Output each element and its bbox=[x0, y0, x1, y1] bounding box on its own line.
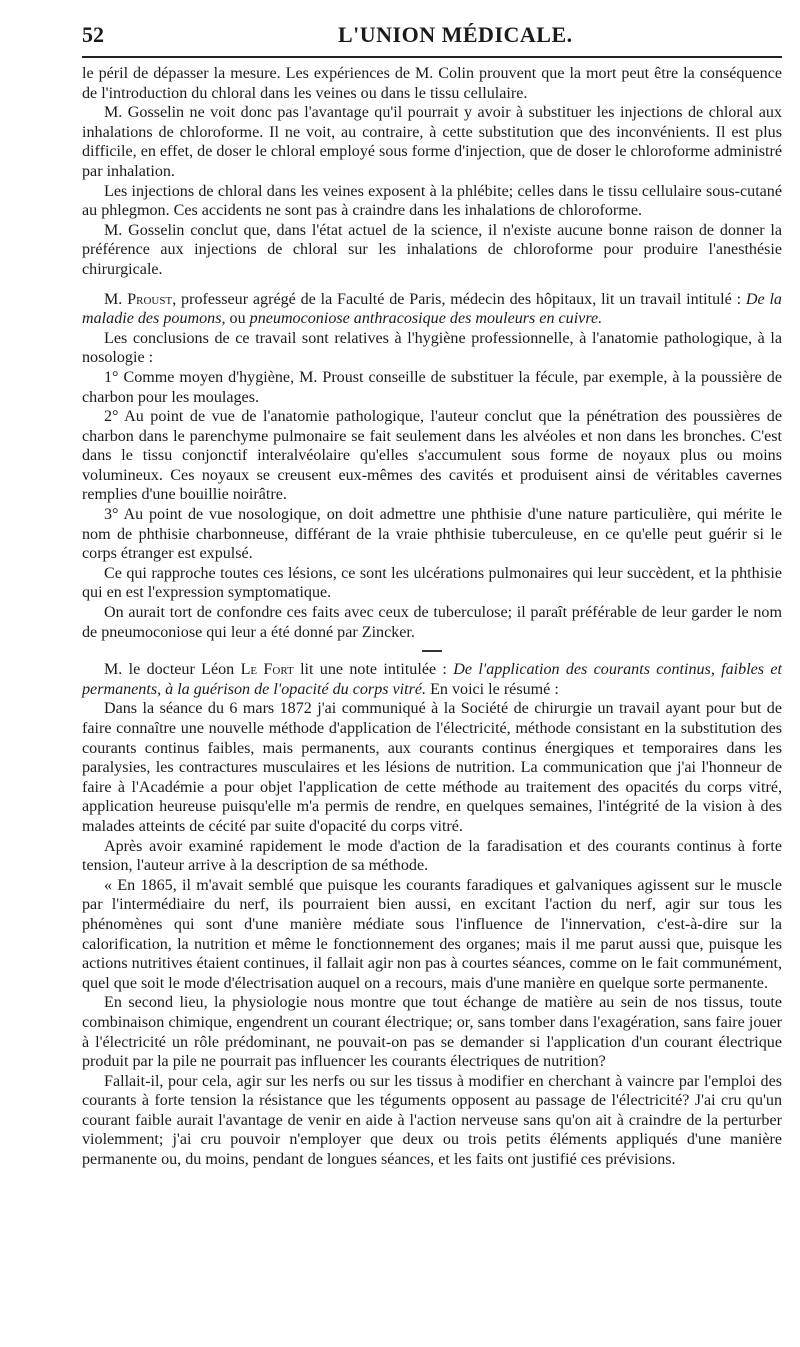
paragraph-lefort-intro bbox=[82, 660, 782, 699]
paragraph: « En 1865, il m'avait semblé que puisque les courants faradiques et galvaniques agissent sur le muscle par l'intermédiaire du nerf, ils pourraient bien aussi, en excitant l'action du nerf, agir sur tous les phénomènes qui sont d'une manière médiate sous l'influence de l'innervation, c'est-à-dire sur la calorification, la nutrition et même le fonctionnement des organes; mais il me parut aussi que, puisque les actions nutritives étaient continues, il fallait agir non pas à courtes séances, comme on le fait communément, quel que soit le mode d'électrisation auquel on a recours, mais d'une manière en quelque sorte permanente. bbox=[82, 876, 782, 992]
paragraph: On aurait tort de confondre ces faits avec ceux de tuberculose; il paraît préférable de leur garder le nom de pneumoconiose qui leur a été donné par Zincker. bbox=[82, 604, 782, 641]
text-span: lit une note intitulée : bbox=[300, 661, 447, 679]
paragraph: M. Gosselin conclut que, dans l'état actuel de la science, il n'existe aucune bonne raison de donner la préférence aux injections de chloral sur les inhalations de chloroforme pour produire l'anesthésie chirurgicale. bbox=[82, 221, 782, 278]
paragraph: Les injections de chloral dans les veines exposent à la phlébite; celles dans le tissu cellulaire sous-cutané au phlegmon. Ces accidents ne sont pas à craindre dans les inhalations de chloroforme. bbox=[82, 182, 782, 220]
text-span: M. bbox=[104, 290, 123, 308]
text-span: ou bbox=[229, 310, 246, 328]
paragraph: En second lieu, la physiologie nous montre que tout échange de matière au sein de nos tissus, toute combinaison chimique, engendrent un courant électrique; or, sans tomber dans l'exagération, sans faire jouer à l'électricité un rôle prédominant, ne pouvait-on pas se demander si l'application d'un courant électrique produit par la pile ne pourrait pas influencer les courants électriques de nutrition? bbox=[82, 994, 782, 1071]
paragraph: le péril de dépasser la mesure. Les expériences de M. Colin prouvent que la mort peut être la conséquence de l'introduction du chloral dans les veines ou dans le tissu cellulaire. bbox=[82, 65, 782, 102]
author-name: Proust bbox=[127, 290, 173, 308]
paragraph: Après avoir examiné rapidement le mode d'action de la faradisation et des courants continus à forte tension, l'auteur arrive à la description de sa méthode. bbox=[82, 837, 782, 875]
work-title: De l'application des courants continus, faibles et permanents, à la guérison de l'opacité du corps vitré. bbox=[82, 661, 783, 698]
paragraph: Fallait-il, pour cela, agir sur les nerfs ou sur les tissus à modifier en cherchant à vaincre par l'emploi des courants à forte tension la résistance que les téguments opposent au passage de l'électricité? J'ai cru qu'un courant faible aurait l'avantage de venir en aide à l'action nerveuse sans qu'on ait à craindre de la perturber violemment; j'ai cru pouvoir n'employer que deux ou trois petits éléments appliqués d'une manière permanente ou, du moins, pendant de longues séances, et les faits ont justifié ces prévisions. bbox=[82, 1072, 782, 1169]
text-span: , professeur agrégé de la Faculté de Paris, médecin des hôpitaux, lit un travail intitulé : bbox=[172, 290, 742, 308]
section-separator bbox=[422, 650, 442, 652]
paragraph: Les conclusions de ce travail sont relatives à l'hygiène professionnelle, à l'anatomie pathologique, à la nosologie : bbox=[82, 329, 782, 367]
paragraph: 1° Comme moyen d'hygiène, M. Proust conseille de substituer la fécule, par exemple, à la poussière de charbon pour les moulages. bbox=[82, 368, 782, 406]
text-span: En voici le résumé : bbox=[430, 680, 559, 698]
page-number: 52 bbox=[82, 22, 104, 47]
work-title: pneumoconiose anthracosique des mouleurs en cuivre. bbox=[249, 310, 603, 328]
page-header bbox=[82, 18, 782, 52]
body-text bbox=[82, 64, 782, 1170]
text-span: M. le docteur Léon bbox=[104, 661, 235, 679]
header-rule bbox=[82, 56, 782, 58]
paragraph: 3° Au point de vue nosologique, on doit admettre une phthisie d'une nature particulière, qui mérite le nom de phthisie charbonneuse, différant de la vraie phthisie tuberculeuse, en ce qu'elle peut guérir si le corps étranger est expulsé. bbox=[82, 506, 782, 563]
paragraph: Dans la séance du 6 mars 1872 j'ai communiqué à la Société de chirurgie un travail ayant pour but de faire connaître une nouvelle méthode d'application de l'électricité, méthode consistant en la substitution des courants continus faibles, mais permanents, aux courants continus énergiques et temporaires dans les paralysies, les contractures musculaires et les lésions de nutrition. La communication que j'ai l'honneur de faire à l'Académie a pour objet l'application de cette méthode au traitement des opacités du corps vitré, application heureuse puisqu'elle m'a permis de rendre, en quelques semaines, l'intégrité de la vision à des malades atteints de cécité par suite d'opacité du corps vitré. bbox=[82, 700, 782, 835]
paragraph-proust-intro bbox=[82, 290, 782, 329]
running-title: L'UNION MÉDICALE. bbox=[338, 22, 573, 47]
paragraph: 2° Au point de vue de l'anatomie pathologique, l'auteur conclut que la pénétration des poussières de charbon dans le parenchyme pulmonaire se fait seulement dans les alvéoles et non dans les bronches. C'est dans le tissu conjonctif interalvéolaire qu'elles s'accumulent sous forme de noyaux plus ou moins volumineux. Ces noyaux se creusent eux-mêmes des cavités et produisent ainsi de véritables cavernes remplies d'une bouillie noirâtre. bbox=[82, 408, 782, 504]
paragraph: M. Gosselin ne voit donc pas l'avantage qu'il pourrait y avoir à substituer les injections de chloral aux inhalations de chloroforme. Il ne voit, au contraire, à cette substitution que des inconvénients. Il est plus difficile, en effet, de doser le chloral employé sous forme d'injection, que de doser le chloroforme administré par inhalation. bbox=[82, 104, 782, 180]
author-name: Le Fort bbox=[240, 661, 294, 679]
section-gap bbox=[82, 280, 782, 290]
work-title: De la maladie des poumons, bbox=[82, 290, 782, 328]
paragraph: Ce qui rapproche toutes ces lésions, ce sont les ulcérations pulmonaires qui leur succèdent, et la phthisie qui en est l'expression symptomatique. bbox=[82, 564, 782, 602]
